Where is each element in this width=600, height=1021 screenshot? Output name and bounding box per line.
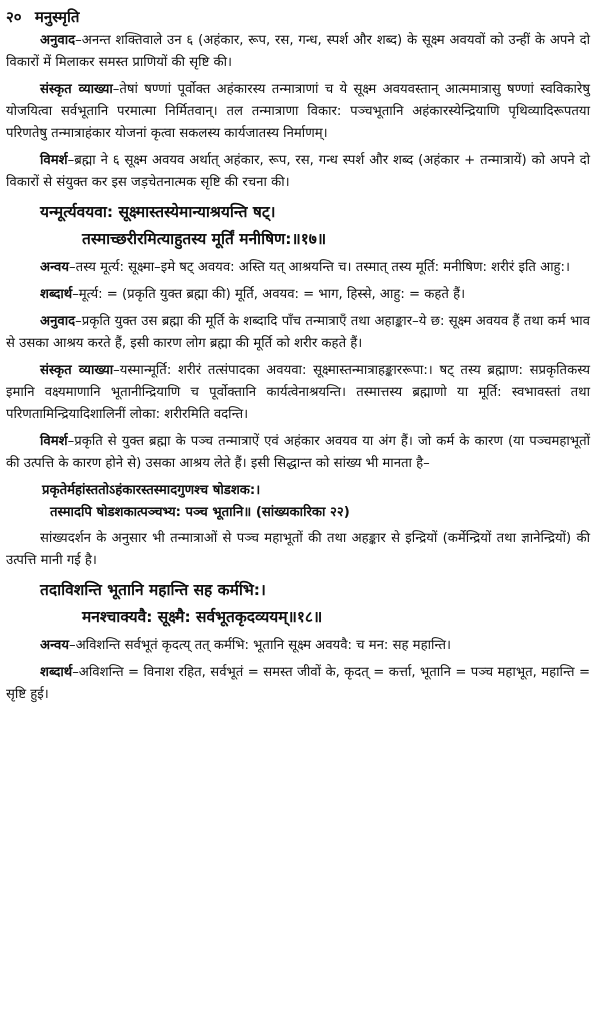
vimarsh-paragraph-2: [6, 431, 590, 475]
sanskrit-label: संस्कृत व्याख्या: [40, 363, 114, 378]
verse-17: [6, 199, 590, 253]
shabdarth-label: शब्दार्थ: [40, 665, 73, 680]
quote-line-2: [6, 502, 590, 524]
anuvad-label: अनुवाद: [40, 314, 76, 329]
vimarsh-text: –ब्रह्मा ने ६ सूक्ष्म अवयव अर्थात् अहंकार, रूप, रस, गन्ध स्पर्श और शब्द (अहंकार + तन्मात्रायें) को अपने दो विकारों से संयुक्त कर इस जड़चेतनात्मक सृष्टि की रचना की।: [6, 153, 590, 190]
sanskrit-text: –यस्मान्मूर्ति: शरीरं तत्संपादका अवयवा: सूक्ष्मास्तन्मात्राहङ्काररूपा:। षट् तस्य ब्रह्माण: सप्रकृतिकस्य इमानि वक्ष्यमाणानि भूतानीन्द्रियाणि च पूर्वोक्तानि कार्यत्वेनाश्रयन्ति। तस्मात्तस्य ब्रह्माणो या मूर्ति: स्वभावस्तां तथा परिणतामिन्द्रियादिशालिनीं लोका: शरीरमिति वदन्ति।: [6, 363, 590, 422]
verse-18-line-1: तदाविशन्ति भूतानि महान्ति सह कर्मभि:।: [40, 581, 266, 599]
shabdarth-label: शब्दार्थ: [40, 287, 73, 302]
sanskrit-text: –तेषां षण्णां पूर्वोक्त अहंकारस्य तन्मात्राणां च ये सूक्ष्म अवयवस्तान् आत्ममात्रासु षण्णां स्वविकारेषु योजयित्वा सर्वभूतानि परमात्मा निर्मितवान्। तल तन्मात्राणा विकार: पञ्चभूतानि अहंकारस्येन्द्रियाणि पृथिव्यादिरूपतया परिणतेषु तन्मात्राहंकार योजनां कृत्वा सकलस्य कार्यजातस्य निर्माणम्।: [6, 82, 590, 141]
verse-17-line-1: यन्मूर्त्यवयवा: सूक्ष्मास्तस्येमान्याश्रयन्ति षट्।: [40, 203, 276, 221]
vimarsh-label: विमर्श: [40, 434, 68, 449]
anvay-paragraph-1: [6, 257, 590, 279]
shabdarth-paragraph-2: [6, 662, 590, 706]
anuvad-text: –प्रकृति युक्त उस ब्रह्मा की मूर्ति के शब्दादि पाँच तन्मात्राएँ तथा अहाङ्कार–ये छ: सूक्ष्म अवयव हैं तथा कर्म भाव से उसका आश्रय करते हैं, इसी कारण लोग ब्रह्मा की मूर्ति को शरीर कहते हैं।: [6, 314, 590, 351]
sanskrit-commentary-paragraph-2: [6, 360, 590, 426]
shabdarth-paragraph-1: [6, 284, 590, 306]
page-header: [6, 6, 590, 28]
quote-line-1: प्रकृतेर्महांस्ततोऽहंकारस्तस्मादगुणश्च षोडशक:।: [42, 483, 261, 498]
anvay-text: –अविशन्ति सर्वभूतं कृदत्य् तत् कर्मभि: भूतानि सूक्ष्म अवयवै: च मन: सह महान्ति।: [69, 638, 451, 653]
shabdarth-text: –अविशन्ति = विनाश रहित, सर्वभूतं = समस्त जीवों के, कृदत् = कर्त्ता, भूतानि = पञ्च महाभूत, महान्ति = सृष्टि हुई।: [6, 665, 590, 702]
sankhya-explanation-text: सांख्यदर्शन के अनुसार भी तन्मात्राओं से पञ्च महाभूतों की तथा अहङ्कार से इन्द्रियों (कर्मेन्द्रियों तथा ज्ञानेन्द्रियों) की उत्पत्ति मानी गई है।: [6, 531, 590, 568]
quote-line-2-text: तस्मादपि षोडशकात्पञ्चभ्य: पञ्च भूतानि॥: [50, 505, 252, 520]
book-title: मनुस्मृति: [34, 8, 80, 26]
vimarsh-paragraph-1: [6, 150, 590, 194]
vimarsh-label: विमर्श: [40, 153, 68, 168]
anuvad-paragraph-1: [6, 30, 590, 74]
verse-18: [6, 577, 590, 631]
anvay-label: अन्वय: [40, 638, 69, 653]
quote-source: (सांख्यकारिका २२): [255, 505, 350, 520]
anvay-label: अन्वय: [40, 260, 69, 275]
anuvad-text: –अनन्त शक्तिवाले उन ६ (अहंकार, रूप, रस, गन्ध, स्पर्श और शब्द) के सूक्ष्म अवयवों को उन्हीं के अपने दो विकारों में मिलाकर समस्त प्राणियों की सृष्टि की।: [6, 33, 590, 70]
verse-18-line-2: मनश्चाक्यवै: सूक्ष्मै: सर्वभूतकृदव्ययम्॥१८॥: [82, 608, 323, 626]
anuvad-paragraph-2: [6, 311, 590, 355]
sanskrit-label: संस्कृत व्याख्या: [40, 82, 113, 97]
sanskrit-commentary-paragraph-1: [6, 79, 590, 145]
shabdarth-text: –मूर्त्य: = (प्रकृति युक्त ब्रह्मा की) मूर्ति, अवयव: = भाग, हिस्से, आहु: = कहते हैं।: [72, 287, 466, 302]
anvay-paragraph-2: [6, 635, 590, 657]
sankhya-karika-quote: [6, 480, 590, 524]
verse-17-line-2: तस्माच्छरीरमित्याहुतस्य मूर्तिं मनीषिण:॥१७॥: [82, 230, 327, 248]
vimarsh-text: –प्रकृति से युक्त ब्रह्मा के पञ्च तन्मात्राऐं एवं अहंकार अवयव या अंग हैं। जो कर्म के कारण (या पञ्चमहाभूतों की उत्पत्ति के कारण होने से) उसका आश्रय लेते हैं। इसी सिद्धान्त को सांख्य भी मानता है–: [6, 434, 590, 471]
anuvad-label: अनुवाद: [40, 33, 76, 48]
page-number: २०: [6, 8, 22, 26]
sankhya-explanation-paragraph: [6, 528, 590, 572]
anvay-text: –तस्य मूर्त्य: सूक्ष्मा–इमे षट् अवयव: अस्ति यत् आश्रयन्ति च। तस्मात् तस्य मूर्ति: मनीषिण: शरीरं इति आहु:।: [69, 260, 570, 275]
